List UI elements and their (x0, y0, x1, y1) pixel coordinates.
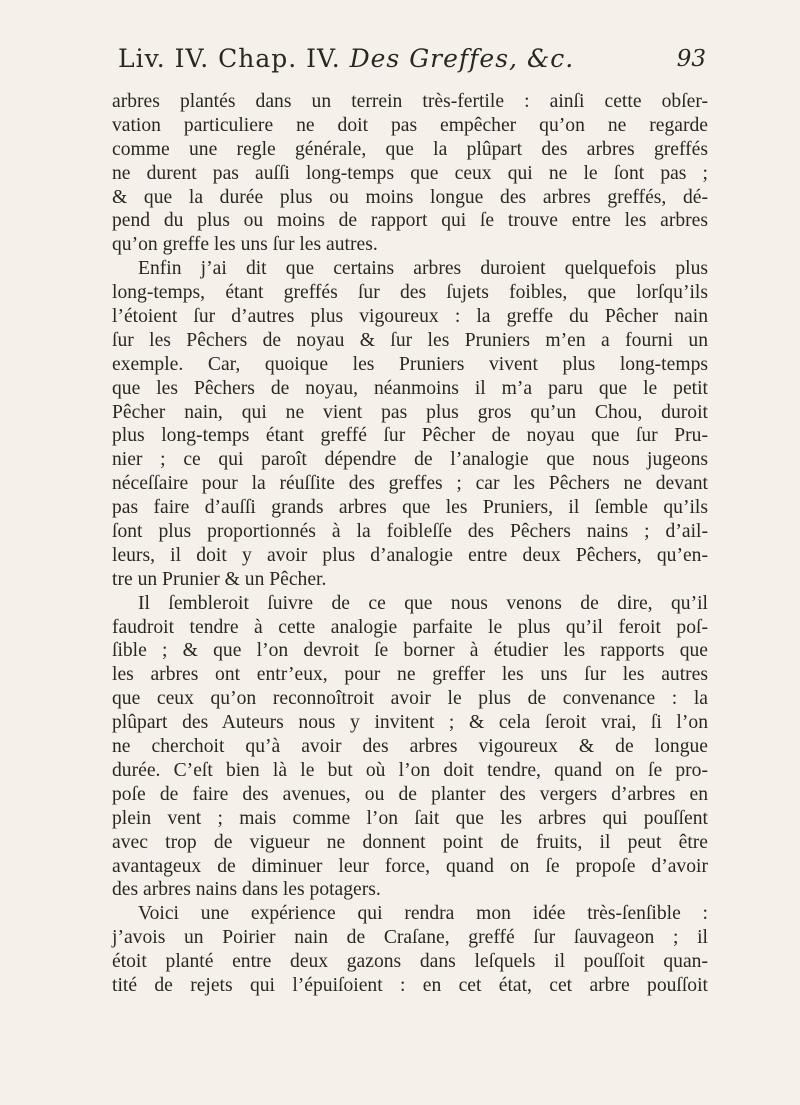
text-line: faudroit tendre à cette analogie parfaite le plus qu’il feroit poſ- (112, 616, 708, 638)
text-line: qu’on greffe les uns ſur les autres. (112, 234, 378, 256)
text-line: leurs, il doit y avoir plus d’analogie entre deux Pêchers, qu’en- (112, 544, 708, 566)
running-header (118, 44, 706, 84)
text-line: Voici une expérience qui rendra mon idée très-ſenſible : (138, 903, 708, 925)
text-line: l’étoient ſur d’autres plus vigoureux : la greffe du Pêcher nain (112, 306, 708, 328)
running-title (118, 44, 574, 73)
running-title-prefix: Liv. IV. Chap. IV. (118, 44, 341, 73)
text-line: Pêcher nain, qui ne vient pas plus gros qu’un Chou, duroit (112, 401, 708, 423)
text-line: & que la durée plus ou moins longue des arbres greffés, dé- (112, 186, 708, 208)
text-line: vation particuliere ne doit pas empêcher qu’on ne regarde (112, 114, 708, 136)
text-line: avec trop de vigueur ne donnent point de fruits, il peut être (112, 831, 708, 853)
text-line: que les Pêchers de noyau, néanmoins il m’a paru que le petit (112, 377, 708, 399)
text-line: exemple. Car, quoique les Pruniers vivent plus long-temps (112, 353, 708, 375)
body-text (112, 90, 708, 998)
text-line: comme une regle générale, que la plûpart des arbres greffés (112, 138, 708, 160)
text-line: j’avois un Poirier nain de Craſane, greffé ſur ſauvageon ; il (112, 927, 708, 949)
text-line: plein vent ; mais comme l’on ſait que les arbres qui pouſſent (112, 807, 708, 829)
text-line: tité de rejets qui l’épuiſoient : en cet état, cet arbre pouſſoit (112, 974, 708, 996)
page-number: 93 (676, 46, 706, 72)
text-line: durée. C’eſt bien là le but où l’on doit tendre, quand on ſe pro- (112, 759, 708, 781)
text-line: poſe de faire des avenues, ou de planter des vergers d’arbres en (112, 783, 708, 805)
text-line: étoit planté entre deux gazons dans leſquels il pouſſoit quan- (112, 951, 708, 973)
text-line: des arbres nains dans les potagers. (112, 879, 381, 901)
text-line: plûpart des Auteurs nous y invitent ; & cela ſeroit vrai, ſi l’on (112, 712, 708, 734)
text-line: arbres plantés dans un terrein très-fertile : ainſi cette obſer- (112, 91, 708, 112)
text-line: ſur les Pêchers de noyau & ſur les Pruniers m’en a fourni un (112, 329, 708, 351)
text-line: pend du plus ou moins de rapport qui ſe trouve entre les arbres (112, 210, 708, 232)
text-line: les arbres ont entr’eux, pour ne greffer les uns ſur les autres (112, 664, 708, 686)
text-line: nier ; ce qui paroît dépendre de l’analogie que nous jugeons (112, 449, 708, 471)
text-line: avantageux de diminuer leur force, quand on ſe propoſe d’avoir (112, 855, 708, 877)
text-line: Enfin j’ai dit que certains arbres duroient quelquefois plus (138, 258, 708, 280)
text-line: ne cherchoit qu’à avoir des arbres vigoureux & de longue (112, 736, 708, 758)
text-line: que ceux qu’on reconnoîtroit avoir le plus de convenance : la (112, 688, 708, 710)
text-line: ne durent pas auſſi long-temps que ceux qui ne le ſont pas ; (112, 162, 708, 184)
running-title-italic: Des Greffes, &c. (349, 44, 575, 73)
text-line: néceſſaire pour la réuſſite des greffes ; car les Pêchers ne devant (112, 473, 708, 495)
text-line: long-temps, étant greffés ſur des ſujets foibles, que lorſqu’ils (112, 282, 708, 304)
text-line: ſont plus proportionnés à la foibleſſe des Pêchers nains ; d’ail- (112, 521, 708, 543)
text-line: tre un Prunier & un Pêcher. (112, 568, 327, 590)
text-line: Il ſembleroit ſuivre de ce que nous venons de dire, qu’il (138, 592, 708, 614)
text-line: ſible ; & que l’on devroit ſe borner à étudier les rapports que (112, 640, 708, 662)
text-line: pas faire d’auſſi grands arbres que les Pruniers, il ſemble qu’ils (112, 497, 708, 519)
text-line: plus long-temps étant greffé ſur Pêcher de noyau que ſur Pru- (112, 425, 708, 447)
